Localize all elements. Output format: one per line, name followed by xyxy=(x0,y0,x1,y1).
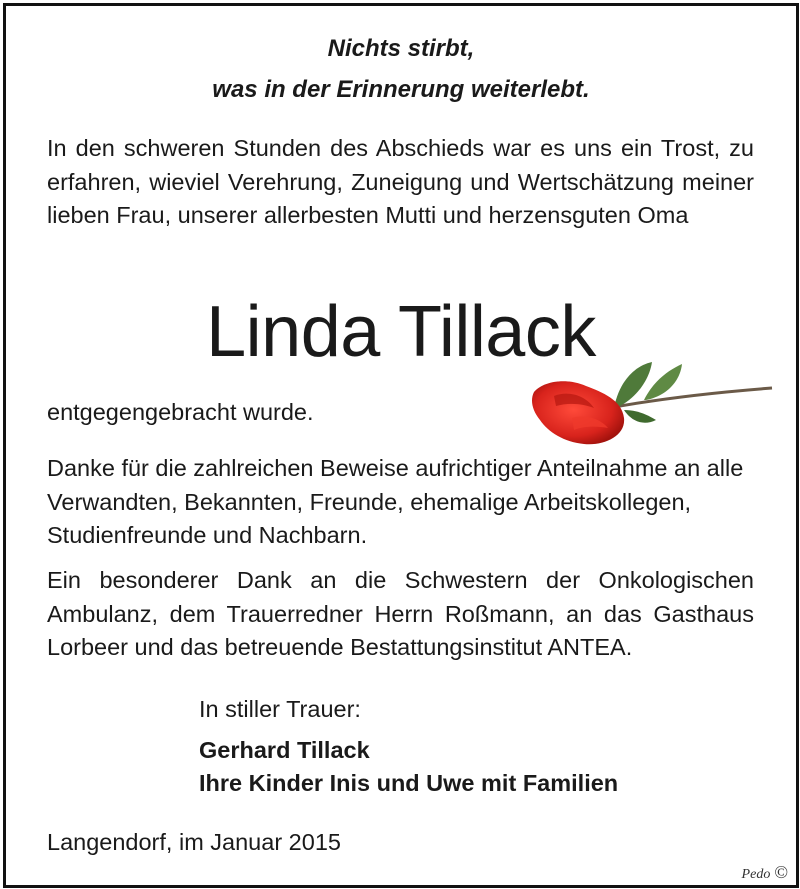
signatory-children: Ihre Kinder Inis und Uwe mit Familien xyxy=(199,770,619,796)
intro-paragraph: In den schweren Stunden des Abschieds war es uns ein Trost, zu erfahren, wieviel Verehrung, Zuneigung und Wertschätzung meiner lieben Frau, unserer allerbesten Mutti und herzensguten Oma xyxy=(47,135,754,228)
deceased-name: Linda Tillack xyxy=(206,292,596,372)
place-date: Langendorf, im Januar 2015 xyxy=(47,829,341,855)
obituary-frame xyxy=(3,3,799,888)
special-thanks-paragraph: Ein besonderer Dank an die Schwestern der Onkologischen Ambulanz, dem Trauerredner Herrn Roßmann, an das Gasthaus Lorbeer und das betreuende Bestattungsinstitut ANTEA. xyxy=(47,567,754,660)
motto-line-1: Nichts stirbt, xyxy=(327,35,475,62)
signatory-spouse: Gerhard Tillack xyxy=(199,737,370,763)
mourning-label: In stiller Trauer: xyxy=(199,696,361,722)
motto-line-2: was in der Erinnerung weiterlebt. xyxy=(212,76,590,103)
copyright-icon: © xyxy=(774,862,788,882)
after-name-text: entgegengebracht wurde. xyxy=(47,399,314,425)
credit-signature: Pedo xyxy=(741,867,771,882)
credit-mark xyxy=(742,862,788,883)
thanks-paragraph: Danke für die zahlreichen Beweise aufrichtiger Anteilnahme an alle Verwandten, Bekannten, Freunde, ehemalige Arbeitskollegen, Studienfreunde und Nachbarn. xyxy=(47,455,744,548)
